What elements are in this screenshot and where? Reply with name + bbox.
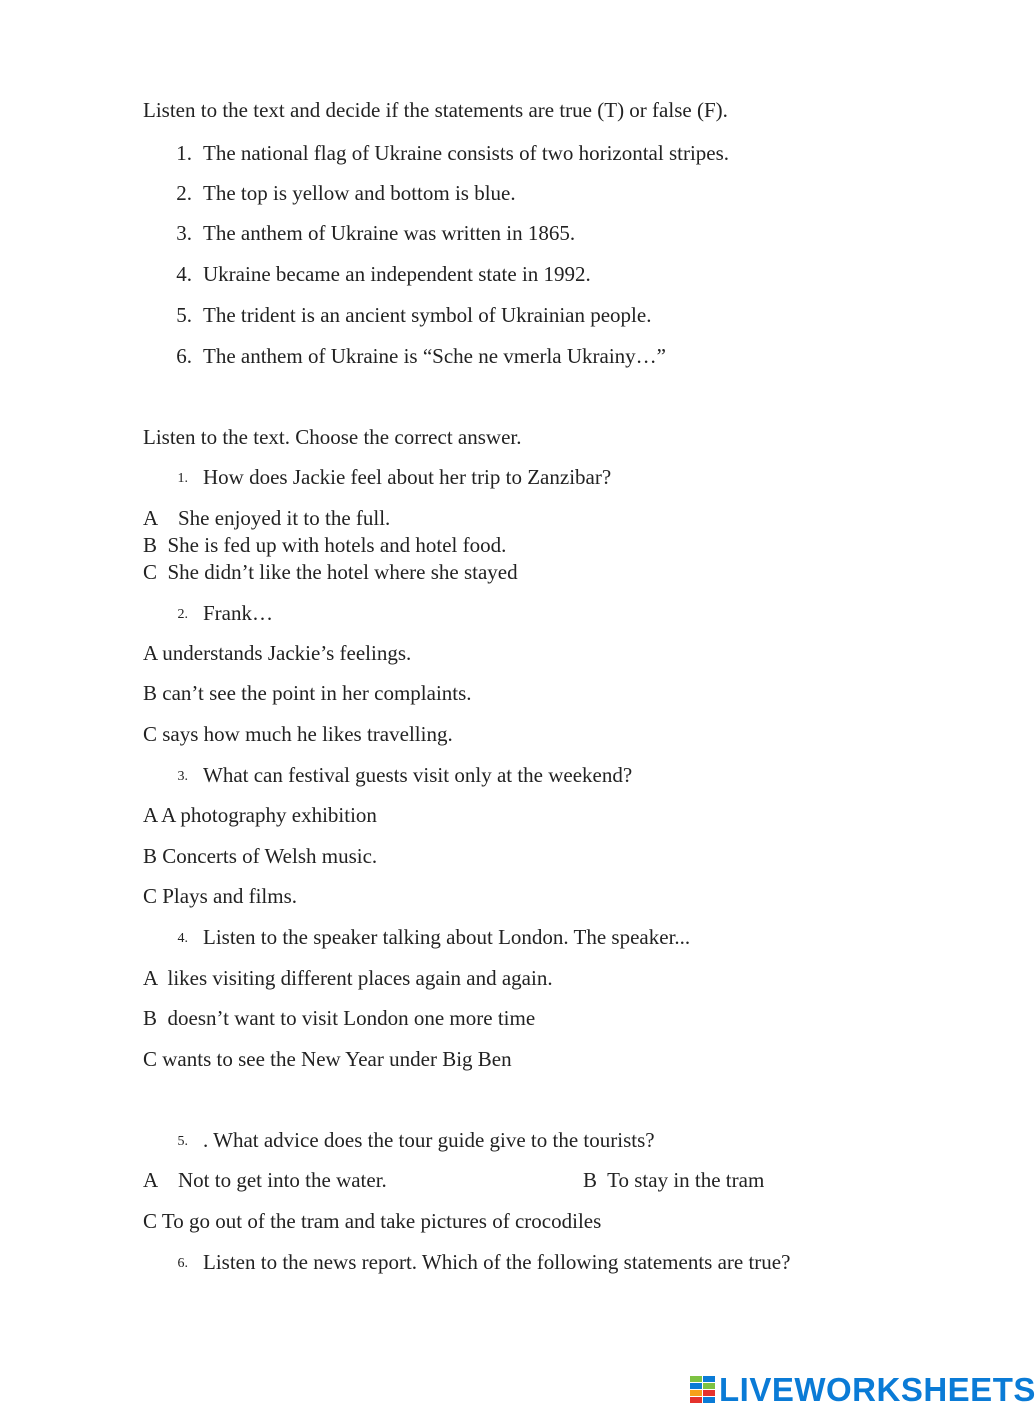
question-text: . What advice does the tour guide give to the tourists? (203, 1128, 655, 1152)
answer-option: C says how much he likes travelling. (143, 722, 453, 746)
answer-option: A A photography exhibition (143, 803, 377, 827)
section1-instruction: Listen to the text and decide if the statements are true (T) or false (F). (143, 98, 728, 122)
liveworksheets-logo (690, 1372, 1036, 1408)
question-number: 2. (177, 607, 188, 622)
answer-option: A understands Jackie’s feelings. (143, 641, 412, 665)
answer-option: B can’t see the point in her complaints. (143, 681, 472, 705)
item-number: 4. (176, 262, 192, 286)
answer-option: B Concerts of Welsh music. (143, 844, 378, 868)
item-text: The national flag of Ukraine consists of two horizontal stripes. (203, 141, 730, 165)
answer-option: C wants to see the New Year under Big Ben (143, 1047, 512, 1071)
question-number: 6. (177, 1256, 188, 1271)
question-text: Frank… (203, 601, 273, 625)
answer-option: A likes visiting different places again and again. (143, 966, 553, 990)
liveworksheets-logo-icon (690, 1376, 716, 1404)
item-number: 3. (176, 221, 192, 245)
answer-option: B doesn’t want to visit London one more time (143, 1006, 536, 1030)
question-text: Listen to the news report. Which of the following statements are true? (203, 1250, 791, 1274)
question-text: How does Jackie feel about her trip to Zanzibar? (203, 465, 612, 489)
answer-option: A She enjoyed it to the full. (143, 506, 391, 530)
section2-instruction: Listen to the text. Choose the correct answer. (143, 425, 522, 449)
item-number: 5. (176, 303, 192, 327)
item-number: 6. (176, 344, 192, 368)
answer-option: C Plays and films. (143, 884, 298, 908)
item-text: The anthem of Ukraine is “Sche ne vmerla Ukrainy…” (203, 344, 666, 368)
liveworksheets-logo-text: LIVEWORKSHEETS (719, 1371, 1036, 1408)
item-text: Ukraine became an independent state in 1992. (203, 262, 591, 286)
answer-option: B She is fed up with hotels and hotel food. (143, 533, 507, 557)
question-number: 3. (177, 769, 188, 784)
question-number: 5. (177, 1134, 188, 1149)
item-text: The top is yellow and bottom is blue. (203, 181, 516, 205)
answer-option: C She didn’t like the hotel where she stayed (143, 560, 518, 584)
answer-option: A Not to get into the water. (143, 1168, 387, 1192)
question-text: What can festival guests visit only at the weekend? (203, 763, 633, 787)
item-number: 1. (176, 141, 192, 165)
item-text: The anthem of Ukraine was written in 1865. (203, 221, 576, 245)
item-text: The trident is an ancient symbol of Ukrainian people. (203, 303, 652, 327)
question-number: 4. (177, 931, 188, 946)
answer-option: B To stay in the tram (583, 1168, 765, 1192)
item-number: 2. (176, 181, 192, 205)
question-number: 1. (177, 471, 188, 486)
question-text: Listen to the speaker talking about London. The speaker... (203, 925, 691, 949)
answer-option: C To go out of the tram and take pictures of crocodiles (143, 1209, 602, 1233)
